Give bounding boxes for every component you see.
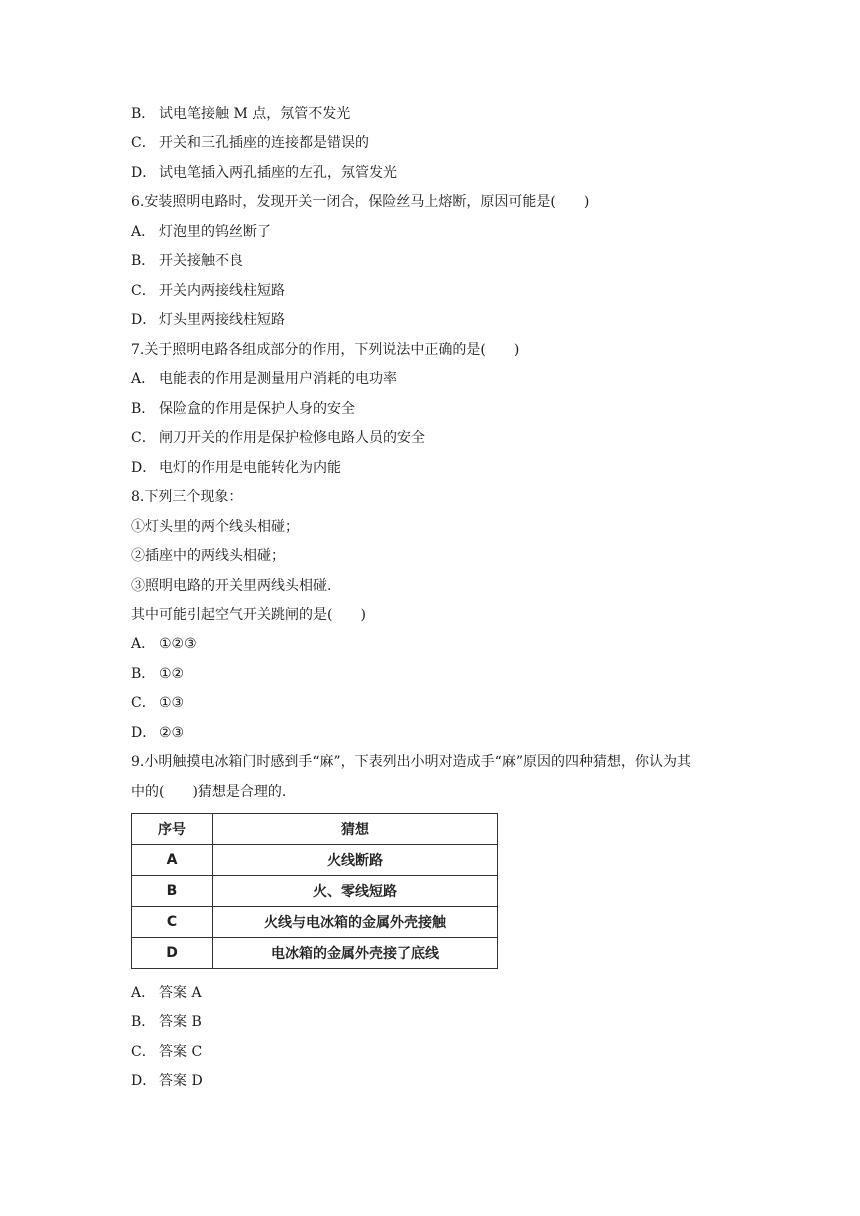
option-letter: A．	[131, 636, 156, 652]
table-cell: 电冰箱的金属外壳接了底线	[213, 938, 498, 969]
option-letter: B．	[131, 253, 156, 269]
q7-option-d	[131, 458, 341, 478]
table-header-cell: 猜想	[213, 814, 498, 845]
option-text: 答案 A	[159, 985, 202, 1001]
q9-option-a	[131, 983, 202, 1003]
q6-option-b	[131, 251, 243, 271]
option-letter: D．	[131, 1073, 157, 1089]
q8-stem: 8.下列三个现象：	[131, 489, 243, 505]
table-row	[132, 938, 498, 969]
q8-item-3: ③照明电路的开关里两线头相碰.	[131, 578, 332, 594]
option-text: 灯泡里的钨丝断了	[159, 224, 271, 240]
q6-option-c	[131, 281, 285, 301]
q8-question: 其中可能引起空气开关跳闸的是( )	[131, 607, 366, 623]
option-letter: A．	[131, 224, 156, 240]
option-letter: C．	[131, 695, 156, 711]
option-text: ②③	[159, 725, 185, 741]
option-letter: C．	[131, 283, 156, 299]
option-text: 答案 C	[159, 1044, 203, 1060]
option-text: 电灯的作用是电能转化为内能	[159, 460, 341, 476]
table-row	[132, 845, 498, 876]
table-cell: 火线与电冰箱的金属外壳接触	[213, 907, 498, 938]
option-text: 开关接触不良	[159, 253, 243, 269]
option-letter: A．	[131, 985, 156, 1001]
option-letter: B．	[131, 106, 156, 122]
q9-stem-line2: 中的( )猜想是合理的.	[131, 784, 287, 800]
option-letter: B．	[131, 1014, 156, 1030]
option-text: 保险盒的作用是保护人身的安全	[159, 401, 355, 417]
option-letter: B．	[131, 401, 156, 417]
option-text: 闸刀开关的作用是保护检修电路人员的安全	[159, 430, 425, 446]
q7-stem: 7.关于照明电路各组成部分的作用，下列说法中正确的是( )	[131, 342, 520, 358]
option-letter: D．	[131, 725, 157, 741]
option-text: 灯头里两接线柱短路	[159, 312, 285, 328]
table-cell: A	[132, 845, 213, 876]
q5-option-c	[131, 133, 369, 153]
q8-option-a	[131, 634, 197, 654]
table-cell: 火线断路	[213, 845, 498, 876]
table-cell: C	[132, 907, 213, 938]
option-letter: D．	[131, 460, 157, 476]
option-text: 开关和三孔插座的连接都是错误的	[159, 135, 369, 151]
option-text: 答案 D	[159, 1073, 203, 1089]
table-row	[132, 876, 498, 907]
table-cell: 火、零线短路	[213, 876, 498, 907]
option-text: 答案 B	[159, 1014, 202, 1030]
q8-item-1: ①灯头里的两个线头相碰；	[131, 519, 299, 535]
option-text: ①②	[159, 666, 185, 682]
q8-option-d	[131, 723, 184, 743]
option-text: 试电笔接触 M 点，氖管不发光	[159, 106, 351, 122]
option-letter: C．	[131, 430, 156, 446]
table-header-cell: 序号	[132, 814, 213, 845]
option-letter: B．	[131, 666, 156, 682]
q5-option-b	[131, 104, 350, 124]
option-text: ①②③	[159, 636, 197, 652]
option-letter: C．	[131, 1044, 156, 1060]
q8-option-b	[131, 664, 184, 684]
table-row	[132, 907, 498, 938]
option-letter: D．	[131, 312, 157, 328]
q8-item-2: ②插座中的两线头相碰；	[131, 548, 285, 564]
guess-table	[131, 813, 498, 969]
q7-option-b	[131, 399, 355, 419]
q6-stem: 6.安装照明电路时，发现开关一闭合，保险丝马上熔断，原因可能是( )	[131, 194, 590, 210]
q6-option-d	[131, 310, 285, 330]
option-text: 电能表的作用是测量用户消耗的电功率	[159, 371, 397, 387]
option-letter: D．	[131, 165, 157, 181]
option-text: ①③	[159, 695, 185, 711]
option-letter: C．	[131, 135, 156, 151]
table-header-row	[132, 814, 498, 845]
table-cell: D	[132, 938, 213, 969]
option-text: 开关内两接线柱短路	[159, 283, 285, 299]
q5-option-d	[131, 163, 397, 183]
q6-option-a	[131, 222, 271, 242]
q9-option-c	[131, 1042, 202, 1062]
q7-option-a	[131, 369, 397, 389]
q9-option-d	[131, 1071, 203, 1091]
option-letter: A．	[131, 371, 156, 387]
table-cell: B	[132, 876, 213, 907]
q9-option-b	[131, 1012, 202, 1032]
option-text: 试电笔插入两孔插座的左孔，氖管发光	[159, 165, 397, 181]
q7-option-c	[131, 428, 425, 448]
q9-stem-line1: 9.小明触摸电冰箱门时感到手“麻”，下表列出小明对造成手“麻”原因的四种猜想，你认为其	[131, 754, 691, 770]
q8-option-c	[131, 693, 184, 713]
